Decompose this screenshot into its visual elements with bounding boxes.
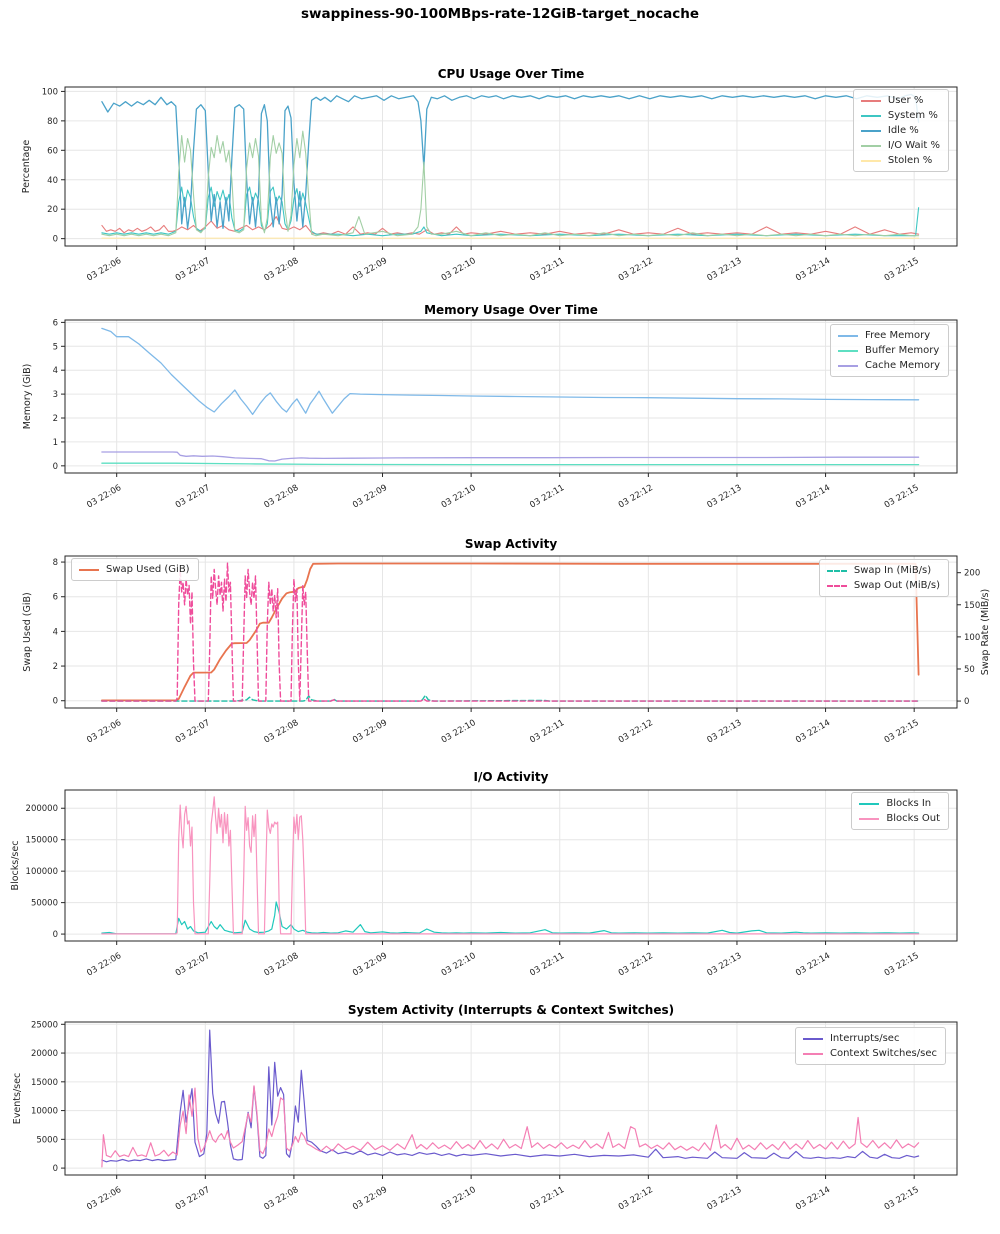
cpu-usage-plot [0, 60, 1000, 296]
svg-text:03 22:08: 03 22:08 [262, 717, 301, 746]
legend-label: System % [887, 110, 938, 121]
svg-text:10000: 10000 [30, 1106, 58, 1117]
svg-text:03 22:07: 03 22:07 [173, 482, 212, 511]
svg-text:Blocks/sec: Blocks/sec [10, 840, 21, 891]
svg-text:4: 4 [52, 366, 58, 377]
svg-text:15000: 15000 [30, 1077, 58, 1088]
svg-text:20: 20 [47, 205, 58, 216]
svg-text:03 22:06: 03 22:06 [85, 255, 124, 284]
svg-text:0: 0 [964, 697, 970, 708]
legend-line-swatch [838, 365, 858, 367]
svg-text:03 22:13: 03 22:13 [705, 950, 744, 979]
cpu-chart-title: CPU Usage Over Time [437, 67, 585, 81]
legend-line-swatch [861, 100, 881, 102]
svg-text:Percentage: Percentage [21, 139, 32, 194]
svg-text:6: 6 [52, 592, 58, 603]
svg-text:150000: 150000 [25, 835, 58, 846]
svg-text:03 22:12: 03 22:12 [616, 482, 655, 511]
svg-text:03 22:07: 03 22:07 [173, 255, 212, 284]
svg-text:5: 5 [52, 342, 58, 353]
svg-text:100: 100 [41, 87, 58, 98]
legend-line-swatch [803, 1053, 823, 1055]
legend-item [827, 578, 940, 593]
swap-rate-legend [819, 559, 949, 597]
legend-label: Swap In (MiB/s) [853, 565, 932, 576]
svg-text:200000: 200000 [25, 804, 58, 815]
svg-text:03 22:13: 03 22:13 [705, 482, 744, 511]
svg-text:0: 0 [52, 696, 58, 707]
legend-item [861, 153, 940, 168]
svg-text:03 22:12: 03 22:12 [616, 717, 655, 746]
legend-item [861, 138, 940, 153]
svg-text:1: 1 [52, 437, 58, 448]
system-chart-title: System Activity (Interrupts & Context Switches) [347, 1003, 675, 1017]
svg-text:03 22:15: 03 22:15 [882, 255, 921, 284]
svg-text:03 22:15: 03 22:15 [882, 482, 921, 511]
svg-text:80: 80 [47, 116, 58, 127]
legend-label: Buffer Memory [865, 345, 940, 356]
svg-text:Memory (GiB): Memory (GiB) [22, 363, 33, 430]
svg-text:200: 200 [964, 568, 981, 579]
svg-text:03 22:12: 03 22:12 [616, 255, 655, 284]
svg-text:03 22:15: 03 22:15 [882, 950, 921, 979]
svg-text:03 22:15: 03 22:15 [882, 717, 921, 746]
system-legend [795, 1027, 946, 1065]
svg-text:03 22:07: 03 22:07 [173, 1184, 212, 1213]
svg-text:3: 3 [52, 390, 58, 401]
svg-text:2: 2 [52, 662, 58, 673]
svg-text:0: 0 [52, 461, 58, 472]
svg-text:6: 6 [52, 318, 58, 329]
svg-text:03 22:11: 03 22:11 [528, 255, 567, 284]
memory-chart-title: Memory Usage Over Time [424, 303, 598, 317]
legend-line-swatch [838, 335, 858, 337]
io-legend [851, 792, 949, 830]
svg-text:03 22:14: 03 22:14 [794, 255, 833, 284]
cpu-usage-chart [0, 60, 1000, 296]
svg-text:0: 0 [52, 234, 58, 245]
svg-text:03 22:09: 03 22:09 [351, 255, 390, 284]
legend-label: Free Memory [865, 330, 931, 341]
svg-text:Swap Rate (MiB/s): Swap Rate (MiB/s) [980, 588, 991, 676]
legend-line-swatch [861, 130, 881, 132]
svg-text:03 22:13: 03 22:13 [705, 717, 744, 746]
svg-text:03 22:06: 03 22:06 [85, 482, 124, 511]
svg-text:150: 150 [964, 600, 981, 611]
svg-text:03 22:12: 03 22:12 [616, 950, 655, 979]
legend-label: Context Switches/sec [829, 1048, 937, 1059]
legend-line-swatch [838, 350, 858, 352]
svg-text:20000: 20000 [30, 1049, 58, 1060]
page-title: swappiness-90-100MBps-rate-12GiB-target_nocache [301, 6, 699, 22]
svg-text:8: 8 [52, 558, 58, 569]
svg-text:0: 0 [52, 1164, 58, 1175]
svg-text:0: 0 [52, 930, 58, 941]
svg-text:03 22:09: 03 22:09 [351, 950, 390, 979]
legend-line-swatch [861, 115, 881, 117]
svg-text:03 22:11: 03 22:11 [528, 717, 567, 746]
legend-line-swatch [859, 818, 879, 820]
svg-text:100: 100 [964, 632, 981, 643]
svg-text:03 22:15: 03 22:15 [882, 1184, 921, 1213]
legend-item [803, 1031, 937, 1046]
legend-label: Blocks Out [886, 813, 940, 824]
memory-legend [830, 324, 949, 377]
svg-text:03 22:06: 03 22:06 [85, 1184, 124, 1213]
swap-activity-chart [0, 530, 1000, 763]
svg-text:03 22:13: 03 22:13 [705, 1184, 744, 1213]
svg-text:40: 40 [47, 175, 58, 186]
svg-text:03 22:06: 03 22:06 [85, 950, 124, 979]
svg-text:50: 50 [964, 664, 975, 675]
legend-label: Stolen % [887, 155, 933, 166]
svg-text:03 22:10: 03 22:10 [439, 1184, 478, 1213]
svg-text:03 22:08: 03 22:08 [262, 482, 301, 511]
memory-usage-chart [0, 296, 1000, 530]
svg-text:03 22:14: 03 22:14 [794, 1184, 833, 1213]
legend-line-swatch [859, 803, 879, 805]
svg-text:03 22:12: 03 22:12 [616, 1184, 655, 1213]
svg-text:03 22:10: 03 22:10 [439, 717, 478, 746]
legend-item [838, 328, 940, 343]
svg-text:03 22:11: 03 22:11 [528, 950, 567, 979]
svg-text:03 22:14: 03 22:14 [794, 717, 833, 746]
svg-text:03 22:10: 03 22:10 [439, 950, 478, 979]
svg-text:03 22:09: 03 22:09 [351, 1184, 390, 1213]
svg-text:60: 60 [47, 146, 58, 157]
svg-text:03 22:08: 03 22:08 [262, 950, 301, 979]
svg-text:03 22:08: 03 22:08 [262, 1184, 301, 1213]
svg-text:03 22:06: 03 22:06 [85, 717, 124, 746]
legend-label: Blocks In [886, 798, 932, 809]
io-activity-plot [0, 763, 1000, 996]
svg-text:5000: 5000 [36, 1135, 58, 1146]
swap-chart-title: Swap Activity [464, 537, 558, 551]
svg-text:03 22:08: 03 22:08 [262, 255, 301, 284]
legend-label: I/O Wait % [887, 140, 940, 151]
svg-text:25000: 25000 [30, 1020, 58, 1031]
legend-item [861, 123, 940, 138]
svg-text:03 22:11: 03 22:11 [528, 1184, 567, 1213]
legend-line-swatch [827, 570, 847, 572]
legend-item [859, 796, 940, 811]
io-activity-chart [0, 763, 1000, 996]
legend-label: Cache Memory [865, 360, 940, 371]
legend-item [838, 358, 940, 373]
svg-text:Events/sec: Events/sec [12, 1072, 23, 1125]
legend-line-swatch [861, 160, 881, 162]
svg-text:03 22:11: 03 22:11 [528, 482, 567, 511]
svg-text:Swap Used (GiB): Swap Used (GiB) [22, 592, 33, 672]
legend-label: Idle % [887, 125, 919, 136]
io-chart-title: I/O Activity [473, 770, 549, 784]
swap-used-legend [71, 558, 199, 581]
svg-text:03 22:07: 03 22:07 [173, 950, 212, 979]
legend-item [827, 563, 940, 578]
legend-label: Swap Out (MiB/s) [853, 580, 940, 591]
svg-text:03 22:09: 03 22:09 [351, 717, 390, 746]
legend-line-swatch [79, 569, 99, 571]
legend-item [79, 562, 190, 577]
svg-text:03 22:14: 03 22:14 [794, 950, 833, 979]
svg-text:03 22:07: 03 22:07 [173, 717, 212, 746]
legend-line-swatch [861, 145, 881, 147]
svg-text:03 22:10: 03 22:10 [439, 255, 478, 284]
svg-text:03 22:09: 03 22:09 [351, 482, 390, 511]
legend-line-swatch [827, 585, 847, 587]
svg-text:4: 4 [52, 627, 58, 638]
cpu-legend [853, 89, 949, 172]
legend-item [861, 93, 940, 108]
svg-text:03 22:14: 03 22:14 [794, 482, 833, 511]
legend-line-swatch [803, 1038, 823, 1040]
legend-label: Swap Used (GiB) [106, 564, 190, 575]
svg-text:100000: 100000 [25, 867, 58, 878]
legend-label: Interrupts/sec [829, 1033, 900, 1044]
svg-text:2: 2 [52, 414, 58, 425]
system-activity-chart [0, 996, 1000, 1234]
legend-item [859, 811, 940, 826]
svg-text:50000: 50000 [30, 898, 58, 909]
svg-text:03 22:10: 03 22:10 [439, 482, 478, 511]
svg-text:03 22:13: 03 22:13 [705, 255, 744, 284]
legend-item [803, 1046, 937, 1061]
legend-item [838, 343, 940, 358]
legend-item [861, 108, 940, 123]
legend-label: User % [887, 95, 924, 106]
